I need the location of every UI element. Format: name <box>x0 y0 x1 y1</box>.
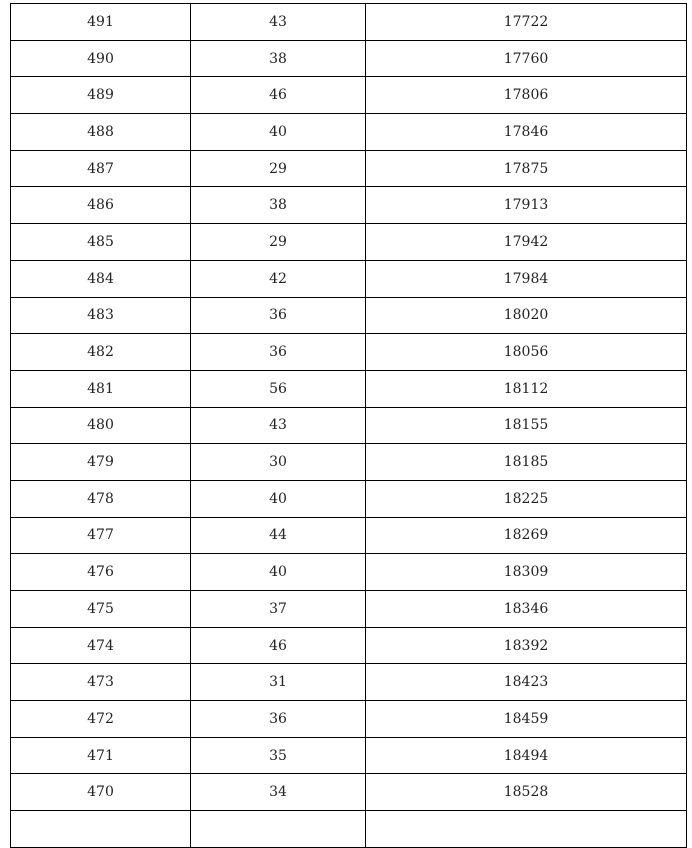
table-row <box>11 480 687 517</box>
count-cell: 31 <box>191 664 366 701</box>
cumulative-cell <box>366 811 687 848</box>
cumulative-cell: 17722 <box>366 4 687 41</box>
cumulative-cell: 18528 <box>366 774 687 811</box>
count-cell: 40 <box>191 480 366 517</box>
cumulative-cell: 18459 <box>366 701 687 738</box>
count-cell: 35 <box>191 737 366 774</box>
score-cell: 480 <box>11 407 191 444</box>
table-row <box>11 150 687 187</box>
cumulative-cell: 18346 <box>366 591 687 628</box>
count-cell: 36 <box>191 297 366 334</box>
score-cell: 487 <box>11 150 191 187</box>
cumulative-cell: 18309 <box>366 554 687 591</box>
count-cell: 38 <box>191 187 366 224</box>
table-row <box>11 187 687 224</box>
cumulative-cell: 18494 <box>366 737 687 774</box>
table-row <box>11 664 687 701</box>
table-row <box>11 297 687 334</box>
count-cell: 38 <box>191 40 366 77</box>
table-row <box>11 737 687 774</box>
table-row <box>11 627 687 664</box>
count-cell: 36 <box>191 334 366 371</box>
cumulative-cell: 18020 <box>366 297 687 334</box>
score-cell: 490 <box>11 40 191 77</box>
cumulative-cell: 17875 <box>366 150 687 187</box>
count-cell: 36 <box>191 701 366 738</box>
score-cell: 473 <box>11 664 191 701</box>
score-cell: 489 <box>11 77 191 114</box>
score-table <box>10 3 687 848</box>
score-cell: 484 <box>11 260 191 297</box>
table-row <box>11 370 687 407</box>
cumulative-cell: 17913 <box>366 187 687 224</box>
count-cell: 37 <box>191 591 366 628</box>
count-cell: 34 <box>191 774 366 811</box>
cumulative-cell: 17760 <box>366 40 687 77</box>
count-cell: 46 <box>191 627 366 664</box>
score-cell: 478 <box>11 480 191 517</box>
cumulative-cell: 18423 <box>366 664 687 701</box>
table-row <box>11 334 687 371</box>
table-row <box>11 224 687 261</box>
cumulative-cell: 18112 <box>366 370 687 407</box>
count-cell: 42 <box>191 260 366 297</box>
score-cell: 479 <box>11 444 191 481</box>
count-cell: 44 <box>191 517 366 554</box>
cumulative-cell: 17806 <box>366 77 687 114</box>
score-cell: 476 <box>11 554 191 591</box>
score-cell: 483 <box>11 297 191 334</box>
score-cell: 481 <box>11 370 191 407</box>
cumulative-cell: 18392 <box>366 627 687 664</box>
score-table-body <box>11 4 687 848</box>
table-row <box>11 40 687 77</box>
cumulative-cell: 17984 <box>366 260 687 297</box>
cumulative-cell: 18155 <box>366 407 687 444</box>
table-row <box>11 114 687 151</box>
score-cell: 474 <box>11 627 191 664</box>
score-cell: 482 <box>11 334 191 371</box>
table-row <box>11 407 687 444</box>
count-cell: 40 <box>191 114 366 151</box>
table-row <box>11 77 687 114</box>
count-cell: 29 <box>191 150 366 187</box>
table-row <box>11 811 687 848</box>
cumulative-cell: 18269 <box>366 517 687 554</box>
count-cell: 43 <box>191 4 366 41</box>
cumulative-cell: 17942 <box>366 224 687 261</box>
table-row <box>11 774 687 811</box>
table-row <box>11 701 687 738</box>
cumulative-cell: 18185 <box>366 444 687 481</box>
cumulative-cell: 18225 <box>366 480 687 517</box>
count-cell: 29 <box>191 224 366 261</box>
count-cell: 43 <box>191 407 366 444</box>
score-cell: 472 <box>11 701 191 738</box>
score-cell: 486 <box>11 187 191 224</box>
score-cell: 491 <box>11 4 191 41</box>
count-cell <box>191 811 366 848</box>
score-cell: 470 <box>11 774 191 811</box>
table-row <box>11 517 687 554</box>
table-row <box>11 444 687 481</box>
table-row <box>11 591 687 628</box>
score-cell <box>11 811 191 848</box>
cumulative-cell: 18056 <box>366 334 687 371</box>
count-cell: 40 <box>191 554 366 591</box>
score-table-container <box>10 3 686 848</box>
count-cell: 30 <box>191 444 366 481</box>
table-row <box>11 260 687 297</box>
count-cell: 46 <box>191 77 366 114</box>
count-cell: 56 <box>191 370 366 407</box>
score-cell: 488 <box>11 114 191 151</box>
cumulative-cell: 17846 <box>366 114 687 151</box>
score-cell: 475 <box>11 591 191 628</box>
table-row <box>11 4 687 41</box>
score-cell: 477 <box>11 517 191 554</box>
score-cell: 471 <box>11 737 191 774</box>
score-cell: 485 <box>11 224 191 261</box>
table-row <box>11 554 687 591</box>
